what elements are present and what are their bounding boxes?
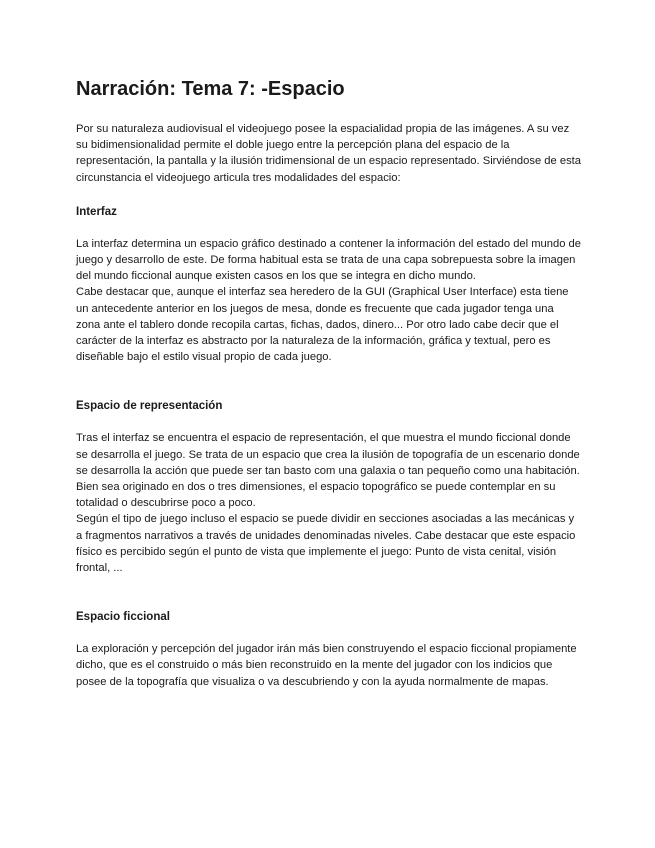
representacion-paragraph-1: Tras el interfaz se encuentra el espacio de representación, el que muestra el mundo ficcional donde se desarrolla el juego. Se trata de un espacio que crea la ilusión de topografía de un escenario donde se desarrolla la acción que puede ser tan basto com una galaxia o tan pequeño como una habitación. Bien sea originado en dos o tres dimensiones, el espacio topográfico se puede contemplar en su totalidad o descubrirse poco a poco. (76, 432, 580, 510)
section-heading-espacio-representacion: Espacio de representación (76, 400, 223, 413)
representacion-paragraph-2: Según el tipo de juego incluso el espacio se puede dividir en secciones asociadas a las mecánicas y a fragmentos narrativos a través de unidades denominadas niveles. Cabe destacar que este espacio físico es percibido según el punto de vista que implemente el juego: Punto de vista cenital, visión frontal, ... (76, 513, 576, 575)
interfaz-paragraph-1: La interfaz determina un espacio gráfico destinado a contener la información del estado del mundo de juego y desarrollo de este. De forma habitual esta se trata de una capa sobrepuesta sobre la imagen del mundo ficcional aunque existen casos en los que se integra en dicho mundo. (76, 237, 581, 283)
section-heading-interfaz: Interfaz (76, 205, 117, 218)
page-title: Narración: Tema 7: -Espacio (76, 78, 345, 100)
section-heading-espacio-ficcional: Espacio ficcional (76, 611, 170, 624)
document-page (76, 74, 581, 690)
interfaz-paragraph-2: Cabe destacar que, aunque el interfaz sea heredero de la GUI (Graphical User Interface) esta tiene un antecedente anterior en los juegos de mesa, donde es frecuente que cada jugador tenga una zona ante el tablero donde recopila cartas, fichas, dados, dinero... Por otro lado cabe decir que el carácter de la interfaz es abstracto por la naturaleza de la información, gráfica y textual, pero es diseñable bajo el estilo visual propio de cada juego. (76, 286, 569, 364)
ficcional-paragraph-1: La exploración y percepción del jugador irán más bien construyendo el espacio ficcional propiamente dicho, que es el construido o más bien reconstruido en la mente del jugador con los indicios que posee de la topografía que visualiza o va descubriendo y con la ayuda normalmente de mapas. (76, 643, 577, 688)
intro-paragraph: Por su naturaleza audiovisual el videojuego posee la espacialidad propia de las imágenes. A su vez su bidimensionalidad permite el doble juego entre la percepción plana del espacio de la representación, la pantalla y la ilusión tridimensional de un espacio representado. Sirviéndose de esta circunstancia el videojuego articula tres modalidades del espacio: (76, 123, 581, 184)
